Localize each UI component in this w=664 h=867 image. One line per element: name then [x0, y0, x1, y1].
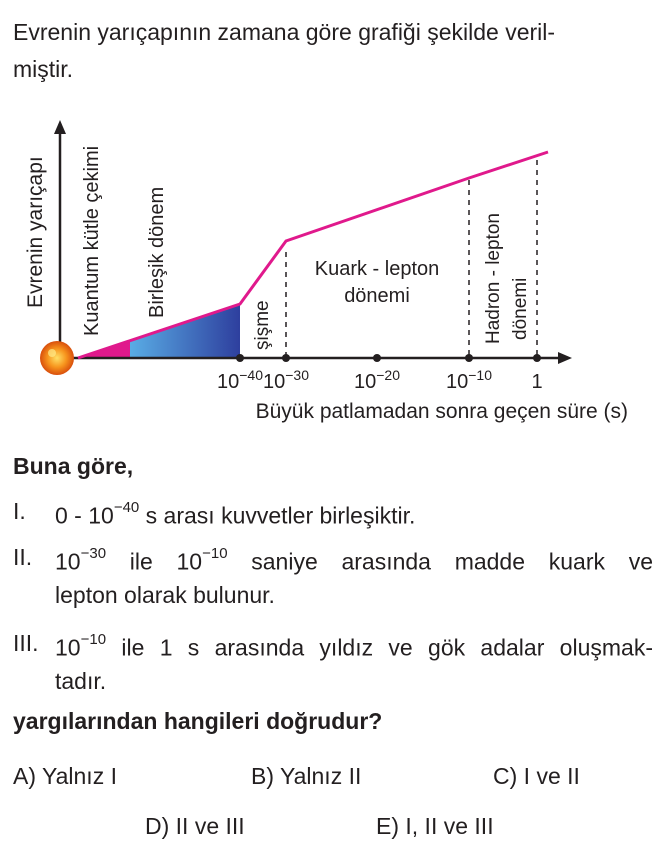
x-axis-arrow	[558, 352, 572, 364]
option-a[interactable]: A) Yalnız I	[13, 763, 117, 789]
region-label-quantum-gravity: Kuantum kütle çekimi	[81, 145, 103, 336]
region-label-hadron-lepton-2: dönemi	[510, 277, 531, 340]
x-tick-label: $10^{-30}$	[263, 367, 309, 393]
region-label-quark-lepton-1: Kuark - lepton	[314, 258, 440, 280]
x-tick-dot	[465, 354, 473, 362]
statement-3-number: III.	[13, 630, 39, 656]
option-d[interactable]: D) II ve III	[145, 813, 245, 839]
region-label-inflation: şişme	[252, 300, 273, 350]
intro-line-1: Evrenin yarıçapının zamana göre grafiği şekilde veril-	[13, 19, 556, 45]
region-label-hadron-lepton-1: Hadron - lepton	[483, 213, 504, 344]
statement-2-line-2: lepton olarak bulunur.	[55, 582, 275, 608]
statement-1-text: $0 - 10^{-40}$ s arası kuvvetler birleşiktir.	[55, 499, 416, 529]
x-tick-label: $10^{-40}$	[217, 367, 263, 393]
option-b[interactable]: B) Yalnız II	[251, 763, 362, 789]
region-label-quark-lepton-2: dönemi	[344, 285, 410, 307]
x-tick-dot	[533, 354, 541, 362]
radius-time-chart	[0, 110, 664, 430]
question-ask: yargılarından hangileri doğrudur?	[13, 708, 383, 734]
x-ticks	[217, 354, 543, 393]
big-bang-icon-spot	[48, 349, 56, 357]
x-tick-dot	[236, 354, 244, 362]
question-intro	[13, 14, 653, 88]
x-axis-label: Büyük patlamadan sonra geçen süre (s)	[255, 400, 628, 423]
x-tick-dot	[373, 354, 381, 362]
statement-2	[13, 540, 653, 612]
big-bang-icon	[40, 341, 74, 375]
y-axis-arrow	[54, 120, 66, 134]
statement-3-line-2: tadır.	[55, 668, 107, 694]
statement-1-number: I.	[13, 498, 26, 524]
y-axis-label: Evrenin yarıçapı	[24, 156, 47, 308]
intro-line-2: miştir.	[13, 56, 74, 82]
option-e[interactable]: E) I, II ve III	[376, 813, 494, 839]
region-label-unified: Birleşik dönem	[146, 186, 168, 318]
question-prompt: Buna göre,	[13, 453, 134, 479]
statement-3	[13, 626, 653, 698]
x-tick-dot	[282, 354, 290, 362]
statement-2-number: II.	[13, 544, 33, 570]
x-tick-label: $10^{-20}$	[354, 367, 400, 393]
statement-2-line-1: $10^{-30}$ ile $10^{-10}$ saniye arasında madde kuark ve	[55, 545, 653, 575]
x-tick-label: $10^{-10}$	[446, 367, 492, 393]
option-c[interactable]: C) I ve II	[493, 763, 580, 789]
statement-3-line-1: $10^{-10}$ ile 1 s arasında yıldız ve gök adalar oluşmak-	[55, 631, 653, 661]
x-tick-label: 1	[531, 371, 543, 393]
statement-1	[13, 494, 653, 530]
